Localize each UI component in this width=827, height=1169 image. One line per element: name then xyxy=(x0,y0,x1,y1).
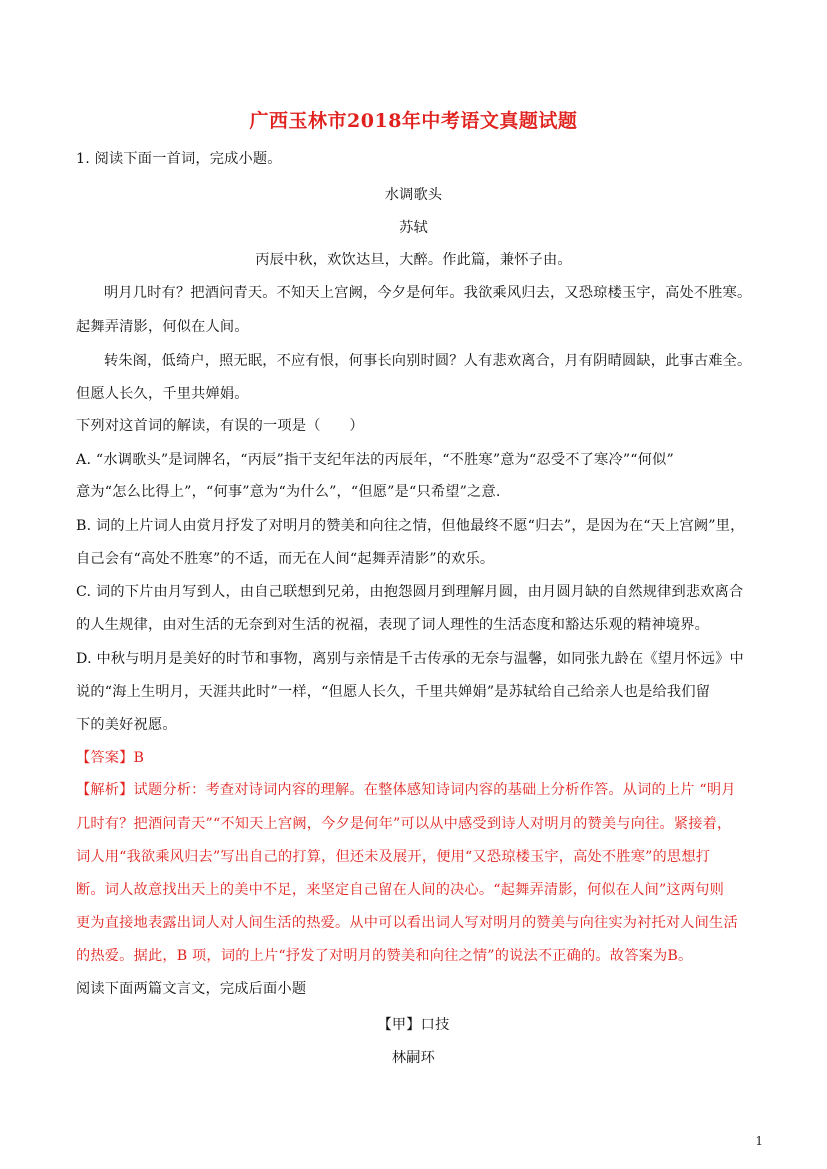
option-a-line-2: 意为“怎么比得上”，“何事”意为“为什么”，“但愿”是“只希望”之意. xyxy=(76,484,501,500)
text-a-title: 【甲】口技 xyxy=(377,1017,450,1033)
option-d-line-3: 下的美好祝愿。 xyxy=(76,717,177,733)
poem-title: 水调歌头 xyxy=(384,187,443,203)
poem-stanza-2-line-1: 转朱阁，低绮户，照无眠，不应有恨，何事长向别时圆？人有悲欢离合，月有阴晴圆缺，此事古难全。 xyxy=(104,353,752,369)
analysis-line-3: 词人用“我欲乘风归去”写出自己的打算，但还未及展开，便用“又恐琼楼玉宇，高处不胜寒”的思想打 xyxy=(76,849,711,865)
option-d-line-2: 说的“海上生明月，天涯共此时”一样，“但愿人长久，千里共婵娟”是苏轼给自己给亲人也是给我们留 xyxy=(76,684,711,700)
page-number: 1 xyxy=(755,1134,763,1148)
question-stem: 下列对这首词的解读，有误的一项是（ ） xyxy=(76,418,364,434)
poem-author: 苏轼 xyxy=(399,220,428,236)
analysis-line-4: 断。词人故意找出天上的美中不足，来坚定自己留在人间的决心。“起舞弄清影，何似在人间”这两句则 xyxy=(76,882,724,898)
question-1-intro: 1. 阅读下面一首词，完成小题。 xyxy=(76,151,282,167)
option-c-line-1: C. 词的下片由月写到人，由自己联想到兄弟，由抱怨圆月到理解月圆，由月圆月缺的自然规律到悲欢离合 xyxy=(76,584,744,600)
option-c-line-2: 的人生规律，由对生活的无奈到对生活的祝福，表现了词人理性的生活态度和豁达乐观的精神境界。 xyxy=(76,617,710,633)
poem-preface: 丙辰中秋，欢饮达旦，大醉。作此篇，兼怀子由。 xyxy=(255,252,572,268)
poem-stanza-1-line-2: 起舞弄清影，何似在人间。 xyxy=(76,319,249,335)
analysis-line-1: 【解析】试题分析：考查对诗词内容的理解。在整体感知诗词内容的基础上分析作答。从词的上片 “明月 xyxy=(76,782,736,798)
text-a-author: 林嗣环 xyxy=(391,1050,436,1066)
analysis-line-2: 几时有？把酒问青天”“不知天上宫阙，今夕是何年”可以从中感受到诗人对明月的赞美与向往。紧接着， xyxy=(76,816,732,832)
option-b-line-1: B. 词的上片词人由赏月抒发了对明月的赞美和向往之情，但他最终不愿“归去”，是因为在“天上宫阙”里， xyxy=(76,518,745,534)
question-2-intro: 阅读下面两篇文言文，完成后面小题 xyxy=(76,981,307,997)
option-a-line-1: A. “水调歌头”是词牌名，“丙辰”指干支纪年法的丙辰年，“不胜寒”意为“忍受不了寒冷”“何似” xyxy=(76,452,674,468)
option-d-line-1: D. 中秋与明月是美好的时节和事物，离别与亲情是千古传承的无奈与温馨，如同张九龄在《望月怀远》中 xyxy=(76,651,744,667)
poem-stanza-2-line-2: 但愿人长久，千里共婵娟。 xyxy=(76,386,249,402)
answer-label: 【答案】B xyxy=(76,750,145,766)
page-title: 广西玉林市2018年中考语文真题试题 xyxy=(249,110,578,132)
analysis-line-5: 更为直接地表露出词人对人间生活的热爱。从中可以看出词人写对明月的赞美与向往实为衬托对人间生活 xyxy=(76,915,738,931)
analysis-line-6: 的热爱。据此，B 项，词的上片“抒发了对明月的赞美和向往之情”的说法不正确的。故答案为B。 xyxy=(76,948,693,964)
option-b-line-2: 自己会有“高处不胜寒”的不适，而无在人间“起舞弄清影”的欢乐。 xyxy=(76,551,495,567)
poem-stanza-1-line-1: 明月几时有？把酒问青天。不知天上宫阙，今夕是何年。我欲乘风归去，又恐琼楼玉宇，高处不胜寒。 xyxy=(104,285,752,301)
